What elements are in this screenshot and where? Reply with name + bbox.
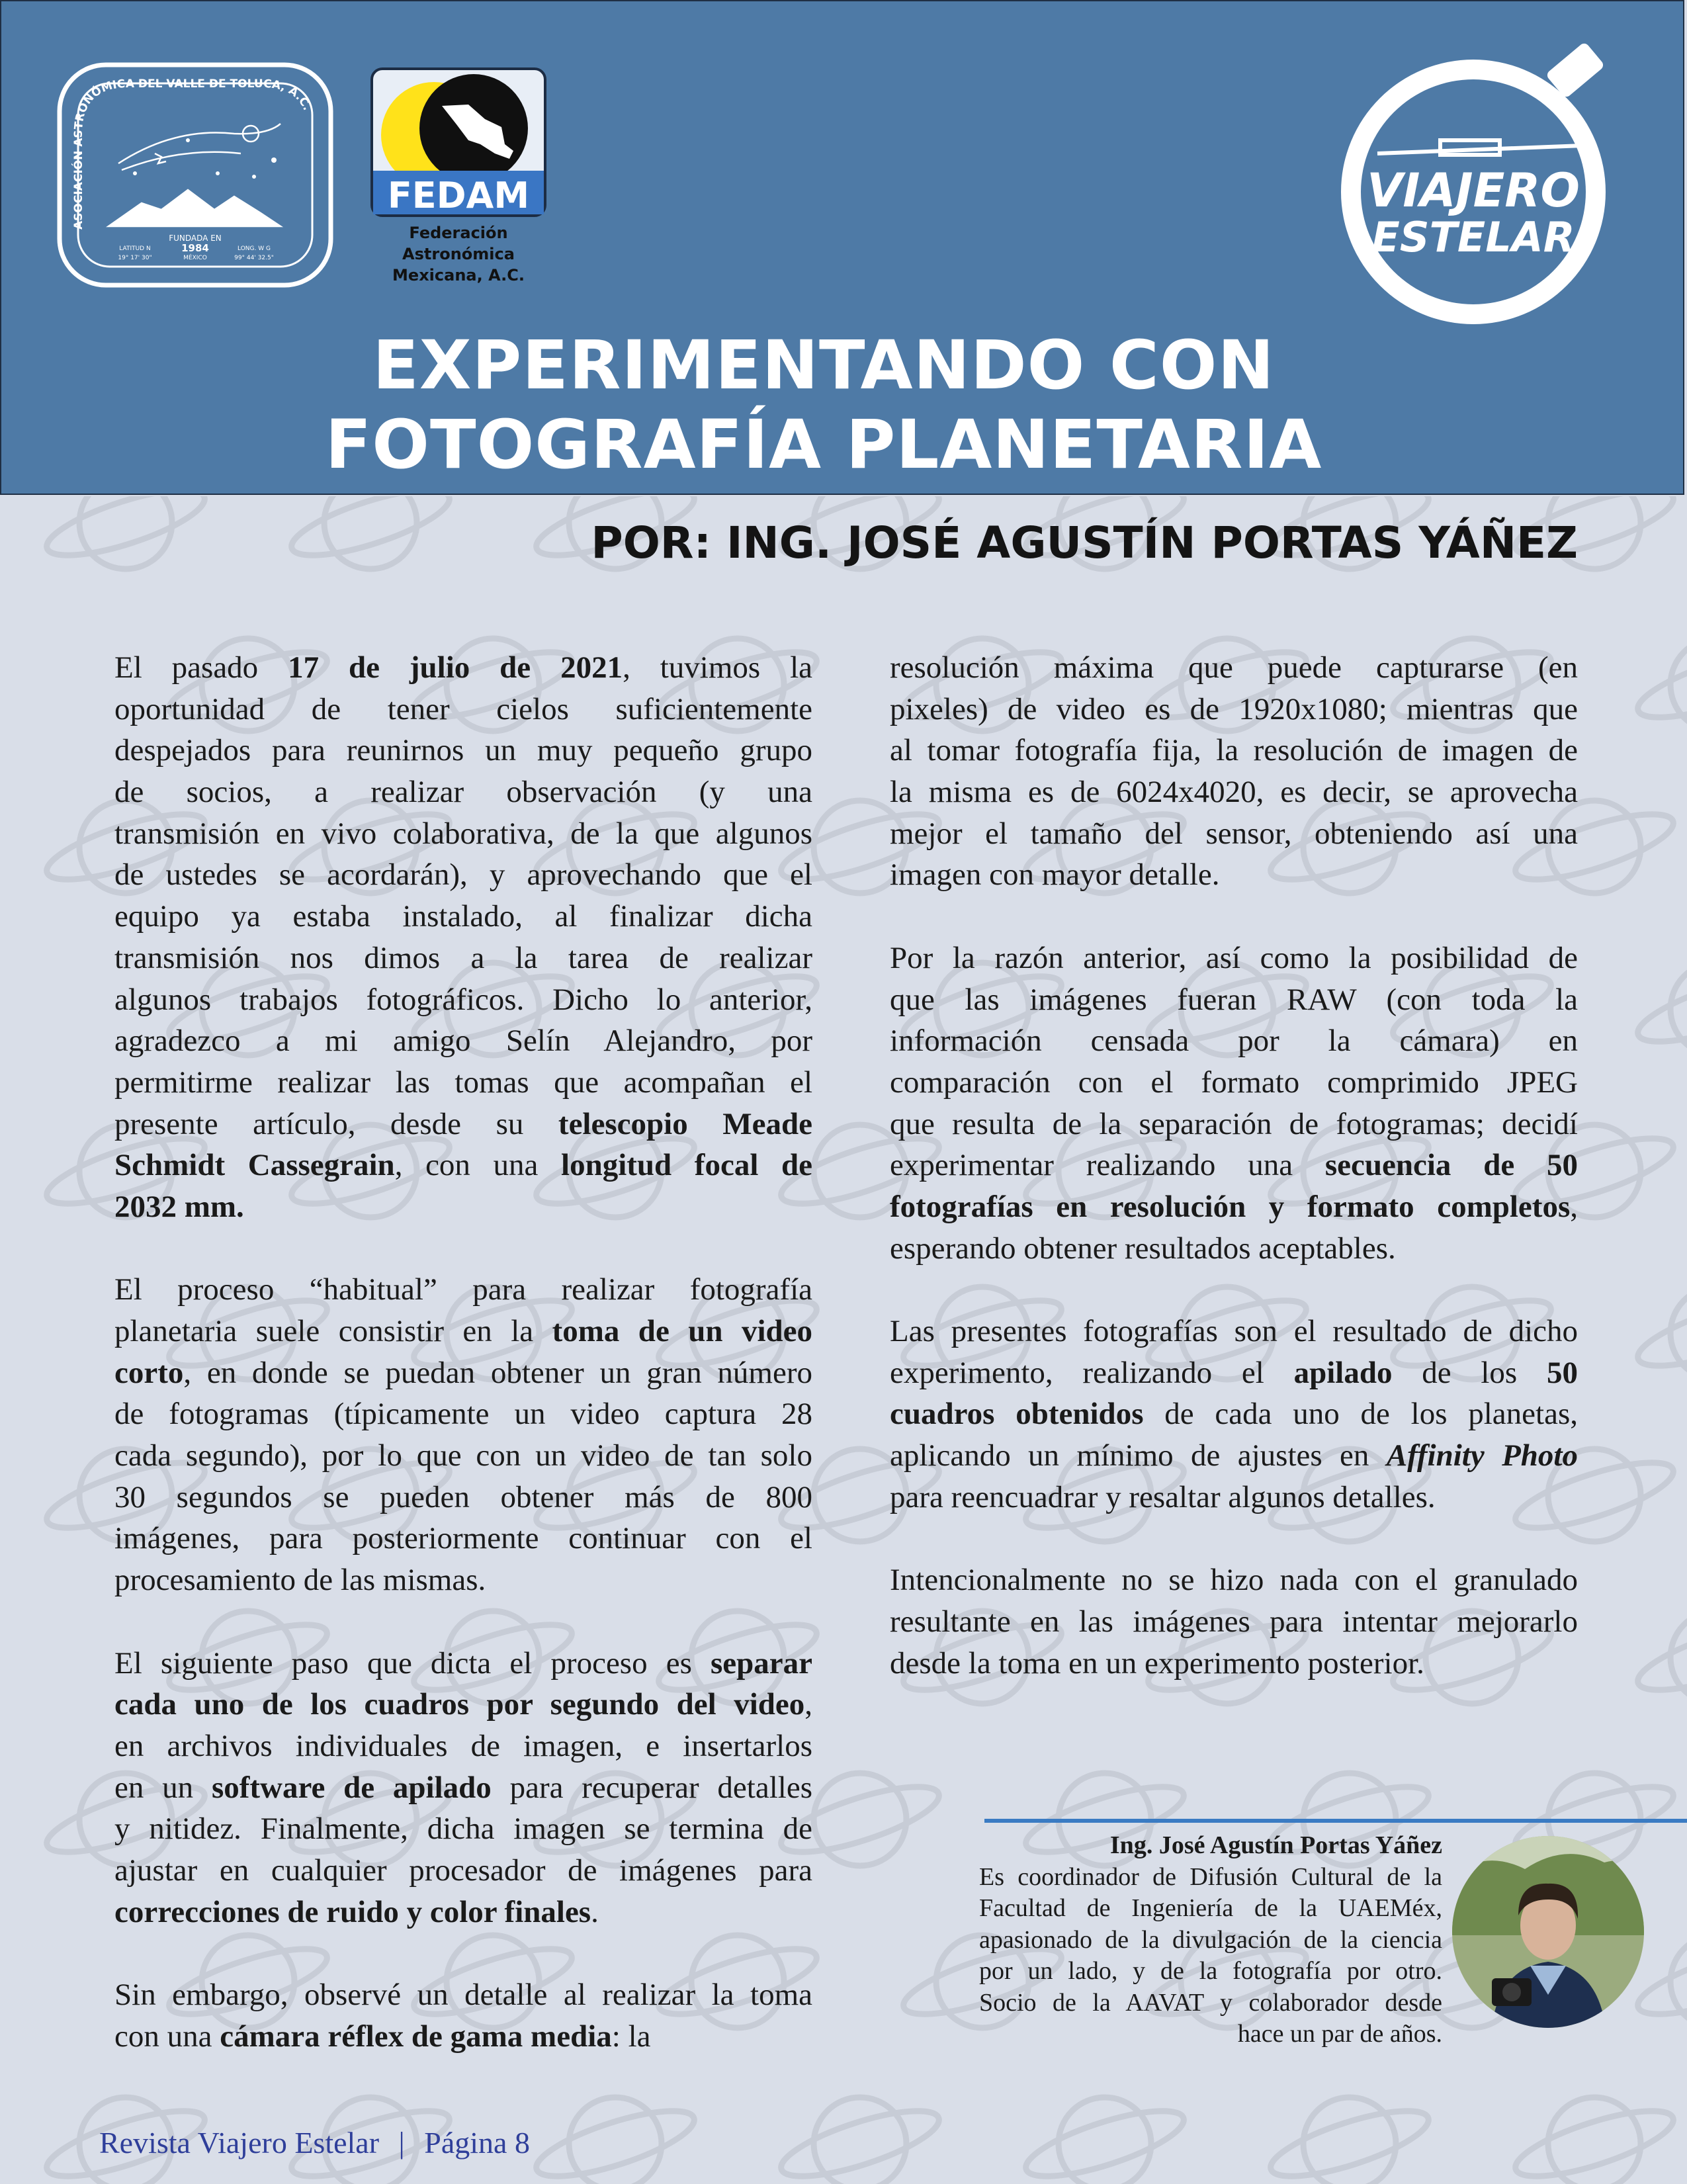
author-bio-line: por un lado, y de la fotografía por otro. — [979, 1957, 1442, 1985]
aavat-logo — [56, 61, 335, 289]
article-line — [890, 1145, 1578, 1186]
article-line — [114, 2016, 812, 2058]
article-line — [114, 979, 812, 1021]
bio-divider — [984, 1819, 1687, 1823]
article-line — [114, 730, 812, 771]
bold-text: software de apilado — [211, 1770, 492, 1805]
article-line — [890, 813, 1578, 855]
author-photo — [1452, 1836, 1644, 2028]
body-text: en archivos individuales de imagen, e insertarlos — [114, 1728, 812, 1763]
body-text: experimento, realizando el — [890, 1355, 1294, 1390]
aavat-ring-text: ASOCIACIÓN ASTRONÓMICA DEL VALLE DE TOLUCA, A.C. — [72, 77, 314, 230]
footer-separator: | — [398, 2126, 405, 2160]
body-text: información censada por la cámara) en — [890, 1024, 1578, 1059]
bold-text: secuencia de 50 — [1324, 1148, 1578, 1183]
article-line — [114, 771, 812, 813]
article-line — [114, 1767, 812, 1809]
article-line — [890, 938, 1578, 979]
bold-text: separar — [710, 1645, 812, 1681]
planet-watermark-icon — [1631, 1287, 1687, 1379]
aavat-long-label: LONG. W G — [238, 245, 271, 252]
body-text: El siguiente paso que dicta el proceso es — [114, 1645, 711, 1681]
article-line — [890, 1393, 1578, 1435]
bold-text: cada uno de los cuadros por segundo del video — [114, 1687, 805, 1722]
bold-text: telescopio Meade — [558, 1106, 812, 1141]
article-line — [890, 1104, 1578, 1145]
article-line — [890, 1352, 1578, 1394]
article-line — [114, 1684, 812, 1725]
fedam-acronym: FEDAM — [387, 175, 530, 216]
emphasis-text: Affinity Photo — [1386, 1438, 1578, 1473]
article-paragraph — [890, 647, 1578, 896]
aavat-place-text: MÉXICO — [183, 255, 207, 261]
author-bio — [979, 1830, 1442, 2050]
body-text: de cada uno de los planetas, — [1143, 1397, 1578, 1432]
article-line — [890, 1186, 1578, 1228]
article-line — [114, 1393, 812, 1435]
body-text: imagen con mayor detalle. — [890, 857, 1220, 893]
body-text: resolución máxima que puede capturarse (en — [890, 650, 1578, 685]
body-text: : la — [611, 2019, 651, 2054]
article-paragraph — [114, 1974, 812, 2057]
article-line — [114, 1145, 812, 1186]
footer-page-number: Página 8 — [424, 2126, 530, 2160]
article-column-right — [890, 647, 1578, 1725]
author-name: Ing. José Agustín Portas Yáñez — [1109, 1831, 1442, 1859]
article-line — [114, 1559, 812, 1601]
aavat-lat-label: LATITUD N — [119, 245, 151, 252]
bold-text: corto — [114, 1355, 184, 1390]
article-line — [890, 1062, 1578, 1104]
planet-watermark-icon — [530, 2097, 701, 2184]
article-line — [114, 1186, 812, 1228]
aavat-lat-value: 19° 17' 30" — [118, 255, 152, 261]
body-text: oportunidad de tener cielos suficientemente — [114, 691, 812, 726]
article-line — [114, 1477, 812, 1518]
body-text: mejor el tamaño del sensor, obteniendo así una — [890, 816, 1578, 851]
article-line — [890, 1311, 1578, 1352]
body-text: desde la toma en un experimento posterior. — [890, 1645, 1424, 1681]
article-line — [890, 1435, 1578, 1477]
body-text: , con una — [394, 1148, 562, 1183]
article-line — [114, 938, 812, 979]
article-line — [114, 854, 812, 896]
article-line — [114, 1892, 812, 1933]
body-text: de socios, a realizar observación (y una — [114, 775, 812, 810]
body-text: de los — [1392, 1355, 1547, 1390]
body-text: 30 segundos se pueden obtener más de 800 — [114, 1479, 812, 1514]
article-line — [114, 1104, 812, 1145]
article-paragraph — [114, 1269, 812, 1601]
body-text: de fotogramas (típicamente un video captura 28 — [114, 1397, 812, 1432]
body-text: que las imágenes fueran RAW (con toda la — [890, 982, 1578, 1017]
article-line — [114, 1643, 812, 1684]
fedam-line1: Federación — [409, 224, 508, 242]
article-paragraph — [890, 938, 1578, 1270]
body-text: algunos trabajos fotográficos. Dicho lo anterior, — [114, 982, 812, 1017]
article-line — [890, 1228, 1578, 1270]
header-band — [0, 0, 1684, 495]
body-text: esperando obtener resultados aceptables. — [890, 1231, 1396, 1266]
fedam-logo — [369, 66, 548, 291]
article-line — [890, 854, 1578, 896]
body-text: al tomar fotografía fija, la resolución de imagen de — [890, 733, 1578, 768]
body-text: . — [591, 1894, 599, 1929]
article-title-line2: FOTOGRAFÍA PLANETARIA — [325, 406, 1322, 484]
article-line — [890, 730, 1578, 771]
author-bio-line: Es coordinador de Difusión Cultural de la — [979, 1862, 1442, 1891]
body-text: , — [1570, 1189, 1578, 1224]
body-text: presente artículo, desde su — [114, 1106, 558, 1141]
fedam-line3: Mexicana, A.C. — [392, 266, 525, 284]
planet-watermark-icon — [1019, 2097, 1190, 2184]
article-line — [114, 689, 812, 730]
article-line — [890, 1601, 1578, 1643]
bold-text: fotografías en resolución y formato completos — [890, 1189, 1571, 1224]
bold-text: toma de un video — [552, 1314, 813, 1348]
body-text: pixeles) de video es de 1920x1080; mientras que — [890, 691, 1578, 726]
body-text: que resulta de la separación de fotogramas; decidí — [890, 1106, 1578, 1141]
body-text: permitirme realizar las tomas que acompañan el — [114, 1065, 812, 1100]
bold-text: correcciones de ruido y color finales — [114, 1894, 591, 1929]
article-line — [114, 1850, 812, 1892]
article-line — [114, 1062, 812, 1104]
aavat-long-value: 99° 44' 32.5" — [234, 255, 274, 261]
body-text: equipo ya estaba instalado, al finalizar dicha — [114, 899, 812, 934]
article-line — [114, 1518, 812, 1559]
body-text: Las presentes fotografías son el resultado de dicho — [890, 1314, 1578, 1348]
planet-watermark-icon — [775, 2097, 945, 2184]
body-text: planetaria suele consistir en la — [114, 1314, 552, 1348]
article-line — [890, 1643, 1578, 1684]
body-text: en un — [114, 1770, 212, 1805]
article-line — [890, 771, 1578, 813]
body-text: para recuperar detalles — [491, 1770, 812, 1805]
body-text: , — [804, 1687, 812, 1722]
aavat-founded-text: FUNDADA EN — [169, 234, 222, 243]
article-line — [114, 647, 812, 689]
article-line — [114, 1974, 812, 2016]
article-line — [114, 1725, 812, 1767]
aavat-year-text: 1984 — [181, 242, 209, 254]
body-text: resultante en las imágenes para intentar mejorarlo — [890, 1604, 1578, 1639]
planet-watermark-icon — [1264, 2097, 1435, 2184]
body-text: Por la razón anterior, así como la posibilidad de — [890, 940, 1578, 975]
article-line — [890, 1477, 1578, 1518]
body-text: transmisión nos dimos a la tarea de realizar — [114, 940, 812, 975]
ve-logo-line1: VIAJERO — [1367, 163, 1580, 218]
body-text: imágenes, para posteriormente continuar con el — [114, 1521, 812, 1556]
bold-text: 17 de julio de 2021 — [288, 650, 623, 685]
byline: POR: ING. JOSÉ AGUSTÍN PORTAS YÁÑEZ — [591, 517, 1578, 568]
author-bio-line: hace un par de años. — [1237, 2020, 1442, 2048]
body-text: El pasado — [114, 650, 288, 685]
planet-watermark-icon — [1631, 638, 1687, 731]
article-line — [114, 1311, 812, 1352]
body-text: comparación con el formato comprimido JPEG — [890, 1065, 1578, 1100]
body-text: Sin embargo, observé un detalle al realizar la toma — [114, 1978, 812, 2012]
article-line — [114, 896, 812, 938]
bold-text: longitud focal de — [561, 1148, 812, 1183]
footer — [99, 2125, 530, 2160]
article-line — [114, 1352, 812, 1394]
body-text: y nitidez. Finalmente, dicha imagen se termina de — [114, 1812, 812, 1847]
article-line — [114, 1808, 812, 1850]
article-paragraph — [890, 1311, 1578, 1518]
body-text: la misma es de 6024x4020, es decir, se aprovecha — [890, 775, 1578, 810]
body-text: , tuvimos la — [623, 650, 813, 685]
body-text: , en donde se puedan obtener un gran número — [183, 1355, 812, 1390]
bold-text: Schmidt Cassegrain — [114, 1148, 395, 1183]
bold-text: cuadros obtenidos — [890, 1397, 1144, 1432]
planet-watermark-icon — [1631, 1611, 1687, 1704]
bold-text: 50 — [1546, 1355, 1578, 1390]
bold-text: 2032 mm. — [114, 1189, 244, 1224]
body-text: Intencionalmente no se hizo nada con el granulado — [890, 1563, 1578, 1598]
planet-watermark-icon — [285, 496, 456, 569]
body-text: aplicando un mínimo de ajustes en — [890, 1438, 1387, 1473]
body-text: transmisión en vivo colaborativa, de la que algunos — [114, 816, 812, 851]
body-text: de ustedes se acordarán), y aprovechando que el — [114, 857, 812, 893]
article-line — [890, 689, 1578, 730]
article-line — [890, 1559, 1578, 1601]
author-bio-line: apasionado de la divulgación de la ciencia — [979, 1925, 1442, 1954]
article-paragraph — [114, 647, 812, 1228]
body-text: con una — [114, 2019, 220, 2054]
article-column-left — [114, 647, 812, 2099]
article-paragraph — [114, 1643, 812, 1933]
body-text: experimentar realizando una — [890, 1148, 1325, 1183]
bold-text: apilado — [1293, 1355, 1393, 1390]
article-title-line1: EXPERIMENTANDO CON — [372, 326, 1275, 405]
footer-magazine: Revista Viajero Estelar — [99, 2126, 380, 2160]
body-text: El proceso “habitual” para realizar fotografía — [114, 1272, 812, 1307]
body-text: cada segundo), por lo que con un video de tan solo — [114, 1438, 812, 1473]
article-line — [890, 647, 1578, 689]
bold-text: cámara réflex de gama media — [220, 2019, 612, 2054]
article-paragraph — [890, 1559, 1578, 1684]
author-bio-line: Facultad de Ingeniería de la UAEMéx, — [979, 1894, 1442, 1922]
body-text: despejados para reunirnos un muy pequeño grupo — [114, 733, 812, 768]
ve-logo-line2: ESTELAR — [1371, 213, 1575, 261]
author-bio-line: Socio de la AAVAT y colaborador desde — [979, 1988, 1442, 2017]
body-text: agradezco a mi amigo Selín Alejandro, por — [114, 1024, 812, 1059]
article-line — [114, 1020, 812, 1062]
body-text: para reencuadrar y resaltar algunos detalles. — [890, 1479, 1436, 1514]
article-line — [114, 813, 812, 855]
planet-watermark-icon — [40, 496, 211, 569]
article-line — [114, 1435, 812, 1477]
bold-text — [1387, 1438, 1578, 1473]
planet-watermark-icon — [1631, 963, 1687, 1055]
planet-watermark-icon — [1509, 2097, 1680, 2184]
fedam-line2: Astronómica — [402, 245, 515, 263]
article-line — [890, 979, 1578, 1021]
body-text: procesamiento de las mismas. — [114, 1563, 486, 1598]
article-line — [890, 1020, 1578, 1062]
body-text: ajustar en cualquier procesador de imágenes para — [114, 1853, 812, 1888]
viajero-estelar-logo — [1331, 41, 1629, 339]
article-line — [114, 1269, 812, 1311]
